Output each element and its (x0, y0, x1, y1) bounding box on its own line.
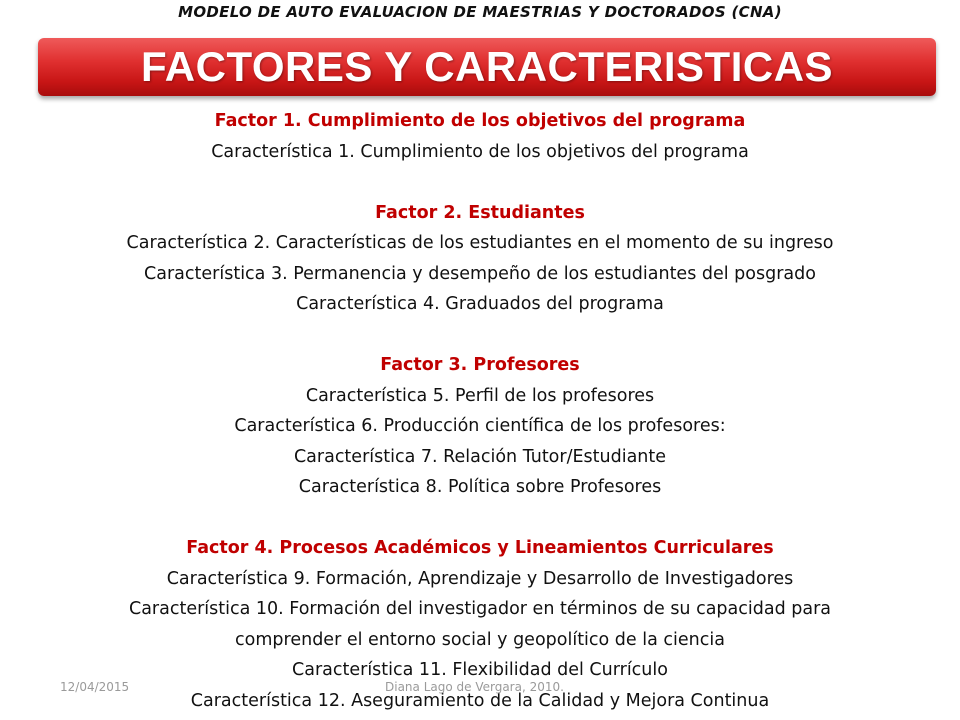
characteristic-3: Característica 3. Permanencia y desempeño de los estudiantes del posgrado (144, 263, 816, 284)
characteristic-10-continued: comprender el entorno social y geopolítico de la ciencia (235, 629, 725, 650)
factor-3-title: Factor 3. Profesores (380, 355, 580, 375)
factor-4-title: Factor 4. Procesos Académicos y Lineamientos Curriculares (186, 538, 774, 558)
factor-1-title: Factor 1. Cumplimiento de los objetivos del programa (214, 111, 746, 131)
characteristic-6: Característica 6. Producción científica de los profesores: (234, 416, 726, 436)
spacer (0, 167, 960, 198)
footer-author: Diana Lago de Vergara, 2010. (385, 680, 564, 694)
characteristic-4: Característica 4. Graduados del programa (296, 294, 664, 314)
spacer (0, 320, 960, 351)
characteristic-11: Característica 11. Flexibilidad del Currículo (292, 660, 668, 680)
document-subtitle: MODELO DE AUTO EVALUACION DE MAESTRIAS Y DOCTORADOS (CNA) (178, 3, 782, 21)
characteristic-10: Característica 10. Formación del investigador en términos de su capacidad para (128, 599, 832, 619)
banner-title: FACTORES Y CARACTERISTICAS (140, 43, 834, 90)
characteristic-12: Característica 12. Aseguramiento de la Calidad y Mejora Continua (190, 690, 770, 711)
characteristic-1: Característica 1. Cumplimiento de los objetivos del programa (211, 141, 749, 162)
characteristic-7: Característica 7. Relación Tutor/Estudiante (293, 446, 667, 467)
factors-list (0, 106, 960, 716)
characteristic-8: Característica 8. Política sobre Profesores (298, 477, 662, 497)
footer-date: 12/04/2015 (60, 680, 130, 694)
characteristic-9: Característica 9. Formación, Aprendizaje y Desarrollo de Investigadores (166, 568, 794, 589)
characteristic-5: Característica 5. Perfil de los profesores (305, 385, 655, 406)
title-banner (38, 38, 936, 96)
spacer (0, 503, 960, 534)
characteristic-2: Característica 2. Características de los estudiantes en el momento de su ingreso (126, 233, 834, 253)
factor-2-title: Factor 2. Estudiantes (375, 202, 585, 223)
